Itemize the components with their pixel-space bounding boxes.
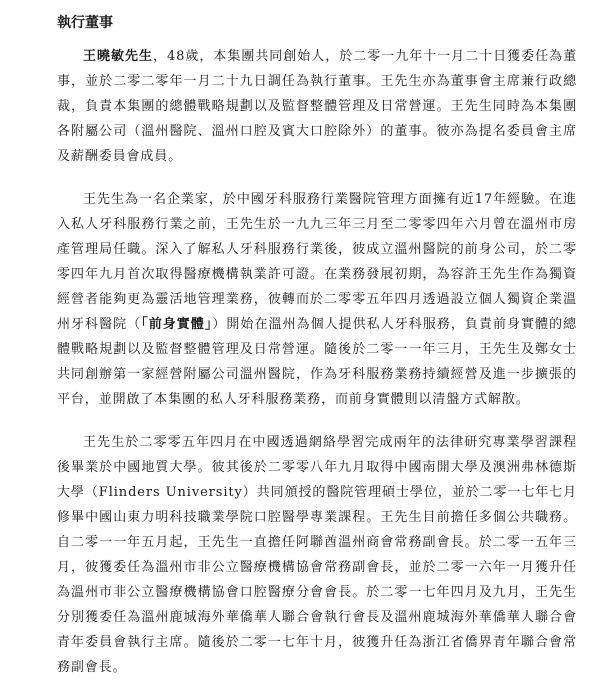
paragraph-1 <box>57 44 577 169</box>
document-page <box>57 14 577 698</box>
paragraph-2-text-after: ）開始在溫州為個人提供私人牙科服務，負責前身實體的總體戰略規劃以及監督整體管理及日常營運。隨後於二零一一年三月，王先生及鄭女士共同創辦第一家經營附屬公司溫州醫院，作為牙科服務業務持續經營及進一步擴張的平台，並開啟了本集團的私人牙科服務業務，而前身實體則以清盤方式解散。 <box>57 317 578 407</box>
paragraph-1-text: ，48歲，本集團共同創始人，於二零一九年十一月二十日獲委任為董事，並於二零二零年一月二十九日調任為執行董事。王先生亦為董事會主席兼行政總裁，負責本集團的總體戰略規劃以及監督整體管理及日常營運。王先生同時為本集團各附屬公司（溫州醫院、溫州口腔及賓大口腔除外）的董事。彼亦為提名委員會主席及薪酬委員會成員。 <box>57 49 577 164</box>
paragraph-2-text: 王先生為一名企業家，於中國牙科服務行業醫院管理方面擁有近17年經驗。在進入私人牙科服務行業之前，王先生於一九九三年三月至二零零四年六月曾在溫州市房產管理局任職。深入了解私人牙科服務行業後，彼成立溫州醫院的前身公司，於二零零四年九月首次取得醫療機構執業許可證。在業務發展初期，為容許王先生作為獨資經營者能夠更為靈活地管理業務，彼轉而於二零零五年四月透過設立個人獨資企業溫州牙科醫院（ <box>57 192 577 332</box>
predecessor-entity-term: 「前身實體」 <box>141 317 213 332</box>
section-heading: 執行董事 <box>57 15 113 31</box>
person-name: 王曉敏先生 <box>83 49 153 64</box>
paragraph-2 <box>57 187 577 412</box>
paragraph-3 <box>57 430 577 680</box>
paragraph-3-text: 王先生於二零零五年四月在中國透過網絡學習完成兩年的法律研究專業學習課程後畢業於中國地質大學。彼其後於二零零八年九月取得中國南開大學及澳洲弗林德斯大學（Flinders University）共同頒授的醫院管理碩士學位，並於二零一七年七月修畢中國山東力明科技職業學院口腔醫學專業課程。王先生目前擔任多個公共職務。自二零一一年五月起，王先生一直擔任阿聯酋溫州商會常務副會長。於二零一五年三月，彼獲委任為溫州市非公立醫療機構協會常務副會長，並於二零一六年一月獲升任為溫州市非公立醫療機構協會口腔醫療分會會長。於二零一七年四月及九月，王先生分別獲委任為溫州鹿城海外華僑華人聯合會執行會長及溫州鹿城海外華僑華人聯合會青年委員會執行主席。隨後於二零一七年十月，彼獲升任為浙江省僑界青年聯合會常務副會長。 <box>57 435 577 675</box>
